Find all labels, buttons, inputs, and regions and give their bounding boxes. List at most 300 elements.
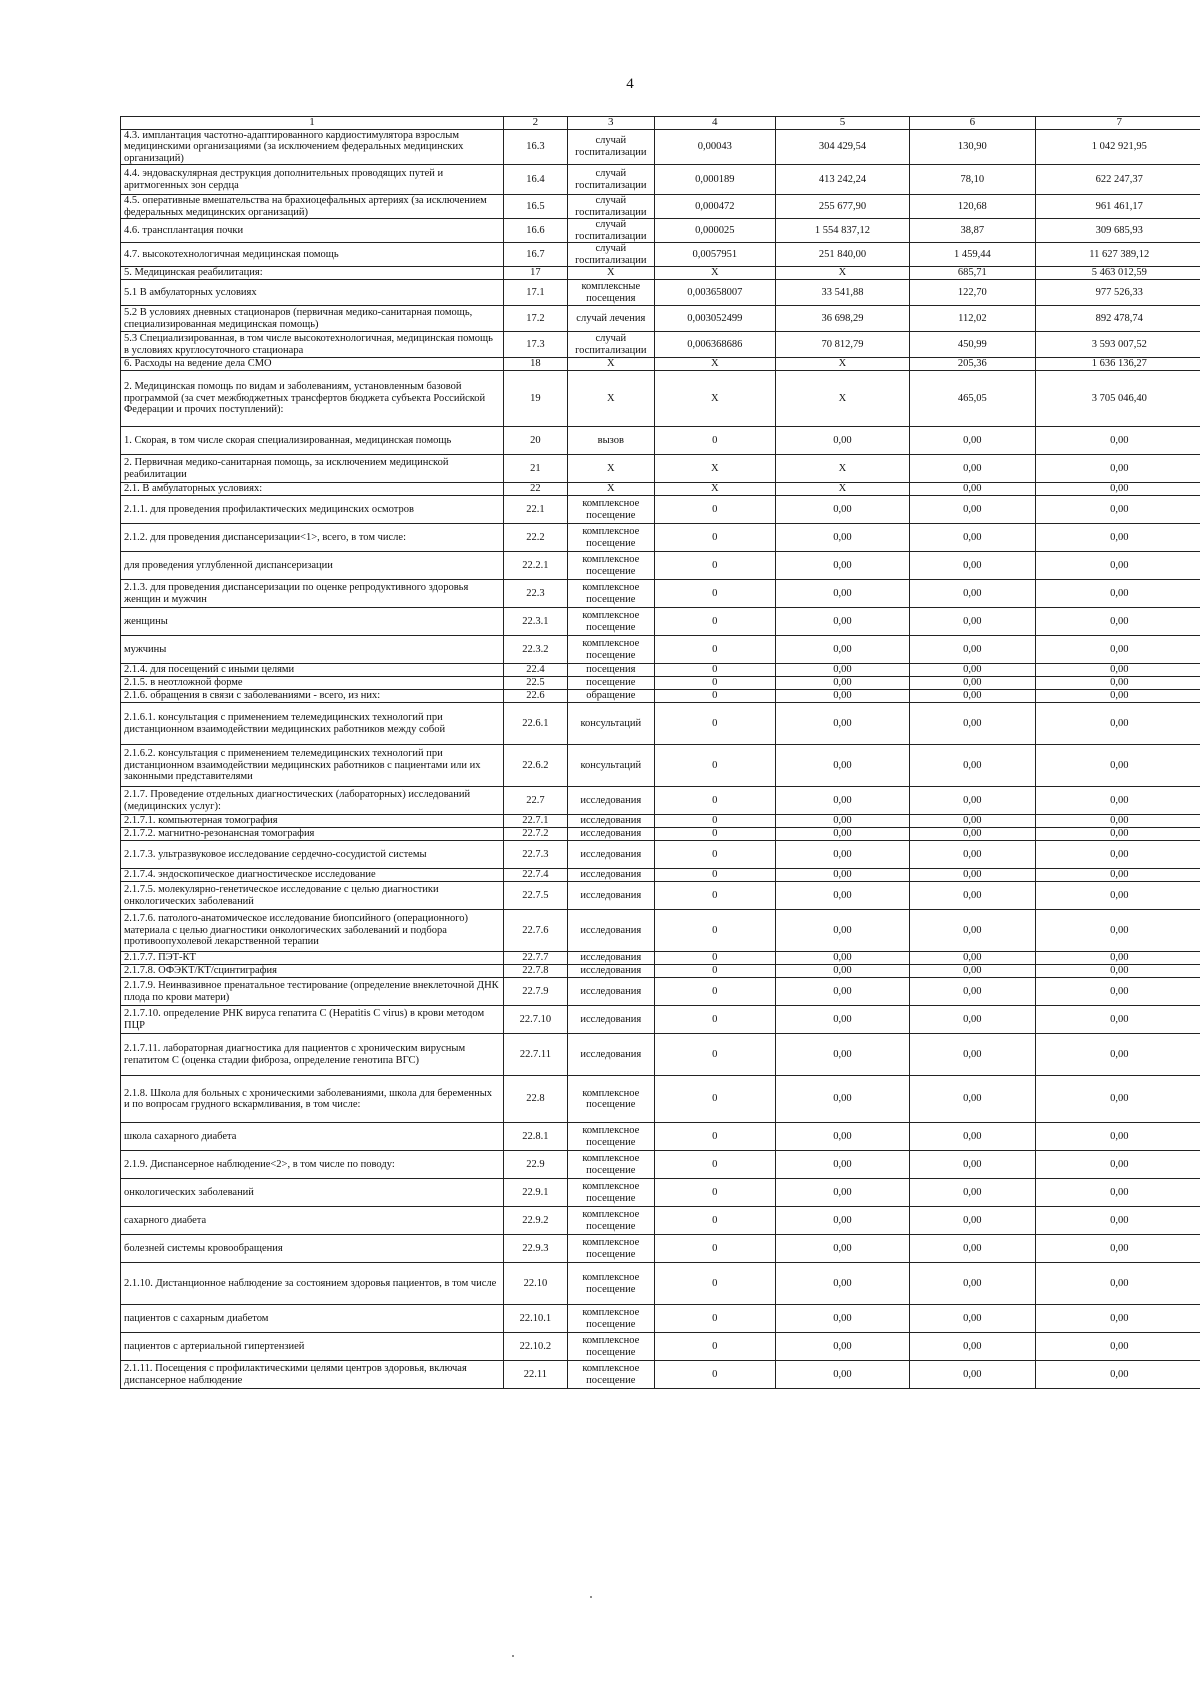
table-cell: 0,00 xyxy=(1035,952,1200,965)
table-cell: 5.1 В амбулаторных условиях xyxy=(121,280,504,306)
table-cell: 0,00 xyxy=(775,910,909,952)
table-row xyxy=(121,165,1200,195)
table-cell: случай госпитализации xyxy=(567,243,654,267)
column-header: 4 xyxy=(654,117,775,130)
table-cell: исследования xyxy=(567,978,654,1006)
data-table xyxy=(120,116,1200,1389)
table-cell: 0,00 xyxy=(1035,815,1200,828)
table-cell: посещения xyxy=(567,664,654,677)
table-cell: 0 xyxy=(654,1207,775,1235)
table-cell: пациентов с артериальной гипертензией xyxy=(121,1333,504,1361)
table-cell: 16.5 xyxy=(504,195,568,219)
table-cell: 38,87 xyxy=(910,219,1035,243)
table-cell: 22.7.3 xyxy=(504,841,568,869)
table-cell: 0,00 xyxy=(910,608,1035,636)
table-cell: 0,00 xyxy=(910,690,1035,703)
table-cell: 4.7. высокотехнологичная медицинская помощь xyxy=(121,243,504,267)
table-row xyxy=(121,358,1200,371)
table-cell: 17.1 xyxy=(504,280,568,306)
table-cell: 0 xyxy=(654,636,775,664)
table-cell: вызов xyxy=(567,427,654,455)
column-header: 7 xyxy=(1035,117,1200,130)
table-cell: 2.1.2. для проведения диспансеризации<1>, всего, в том числе: xyxy=(121,524,504,552)
table-row xyxy=(121,677,1200,690)
table-cell: 0 xyxy=(654,1179,775,1207)
table-cell: комплексное посещение xyxy=(567,1263,654,1305)
table-row xyxy=(121,580,1200,608)
table-cell: 22.9.2 xyxy=(504,1207,568,1235)
table-cell: 0,00 xyxy=(910,787,1035,815)
table-cell: 0 xyxy=(654,841,775,869)
table-cell: 0,00 xyxy=(775,869,909,882)
table-cell: Х xyxy=(567,455,654,483)
table-cell: 33 541,88 xyxy=(775,280,909,306)
table-cell: болезней системы кровообращения xyxy=(121,1235,504,1263)
table-cell: 36 698,29 xyxy=(775,306,909,332)
table-cell: 22.11 xyxy=(504,1361,568,1389)
table-cell: 1. Скорая, в том числе скорая специализированная, медицинская помощь xyxy=(121,427,504,455)
table-cell: 961 461,17 xyxy=(1035,195,1200,219)
table-row xyxy=(121,690,1200,703)
table-cell: 0,00 xyxy=(775,552,909,580)
table-cell: Х xyxy=(567,483,654,496)
table-cell: 6. Расходы на ведение дела СМО xyxy=(121,358,504,371)
table-cell: 0,00 xyxy=(775,952,909,965)
table-cell: 22.10 xyxy=(504,1263,568,1305)
table-cell: обращение xyxy=(567,690,654,703)
table-cell: 22.1 xyxy=(504,496,568,524)
table-cell: 0,00 xyxy=(910,552,1035,580)
table-cell: 0,00 xyxy=(1035,580,1200,608)
table-row xyxy=(121,1034,1200,1076)
table-row xyxy=(121,427,1200,455)
table-cell: исследования xyxy=(567,841,654,869)
table-cell: исследования xyxy=(567,910,654,952)
table-cell: 0,00 xyxy=(910,952,1035,965)
table-cell: 0 xyxy=(654,524,775,552)
table-cell: случай госпитализации xyxy=(567,195,654,219)
table-cell: 4.6. трансплантация почки xyxy=(121,219,504,243)
table-cell: 0,00 xyxy=(1035,552,1200,580)
table-cell: 5. Медицинская реабилитация: xyxy=(121,267,504,280)
table-row xyxy=(121,483,1200,496)
table-cell: 2.1.10. Дистанционное наблюдение за состоянием здоровья пациентов, в том числе xyxy=(121,1263,504,1305)
table-cell: 413 242,24 xyxy=(775,165,909,195)
table-row xyxy=(121,129,1200,165)
table-cell: 5.3 Специализированная, в том числе высокотехнологичная, медицинская помощь в условиях круглосуточного стационара xyxy=(121,332,504,358)
table-cell: 0,00 xyxy=(775,745,909,787)
table-cell: комплексное посещение xyxy=(567,1179,654,1207)
table-cell: 22.9.1 xyxy=(504,1179,568,1207)
table-cell: пациентов с сахарным диабетом xyxy=(121,1305,504,1333)
table-cell: 22.8.1 xyxy=(504,1123,568,1151)
table-cell: 2.1.7.1. компьютерная томография xyxy=(121,815,504,828)
table-row xyxy=(121,1361,1200,1389)
table-row xyxy=(121,1179,1200,1207)
table-cell: 22.6 xyxy=(504,690,568,703)
table-cell: 18 xyxy=(504,358,568,371)
table-cell: 1 042 921,95 xyxy=(1035,129,1200,165)
table-cell: 0,00 xyxy=(910,664,1035,677)
table-cell: 2.1.1. для проведения профилактических медицинских осмотров xyxy=(121,496,504,524)
table-cell: исследования xyxy=(567,1034,654,1076)
table-cell: 130,90 xyxy=(910,129,1035,165)
table-cell: 0,00 xyxy=(775,427,909,455)
table-cell: 22.8 xyxy=(504,1076,568,1123)
table-cell: 892 478,74 xyxy=(1035,306,1200,332)
table-cell: 0,00 xyxy=(1035,483,1200,496)
table-cell: 0,00 xyxy=(910,455,1035,483)
table-cell: 22.3.1 xyxy=(504,608,568,636)
table-cell: 0,00 xyxy=(775,1361,909,1389)
table-cell: 0 xyxy=(654,978,775,1006)
table-cell: 2.1.7.6. патолого-анатомическое исследование биопсийного (операционного) материала с целью диагностики онкологических заболеваний и подбора противоопухолевой лекарственной терапии xyxy=(121,910,504,952)
table-cell: 0,000472 xyxy=(654,195,775,219)
table-cell: 0,00 xyxy=(775,1235,909,1263)
table-cell: 0,00 xyxy=(1035,1123,1200,1151)
table-cell: 0,00 xyxy=(775,664,909,677)
page-number: 4 xyxy=(626,76,634,92)
table-cell: Х xyxy=(775,455,909,483)
table-cell: исследования xyxy=(567,869,654,882)
table-cell: 0 xyxy=(654,1151,775,1179)
table-cell: 0,00 xyxy=(775,1076,909,1123)
table-cell: исследования xyxy=(567,952,654,965)
table-row xyxy=(121,1076,1200,1123)
table-cell: 2.1.6.1. консультация с применением телемедицинских технологий при дистанционном взаимодействии медицинских работников между собой xyxy=(121,703,504,745)
table-cell: 0,00 xyxy=(910,910,1035,952)
table-cell: 0,00 xyxy=(910,745,1035,787)
table-cell: 0,00 xyxy=(1035,1076,1200,1123)
table-cell: 0,00 xyxy=(775,1333,909,1361)
table-cell: 0,00 xyxy=(1035,1235,1200,1263)
table-row xyxy=(121,952,1200,965)
table-row xyxy=(121,910,1200,952)
table-cell: 0,00 xyxy=(775,496,909,524)
table-cell: 0 xyxy=(654,552,775,580)
table-cell: Х xyxy=(567,267,654,280)
table-cell: 19 xyxy=(504,371,568,427)
table-cell: 22.7.6 xyxy=(504,910,568,952)
table-cell: 22.5 xyxy=(504,677,568,690)
table-cell: комплексное посещение xyxy=(567,1333,654,1361)
table-cell: 0,00 xyxy=(1035,978,1200,1006)
table-cell: 0,00 xyxy=(1035,882,1200,910)
table-cell: 0,00 xyxy=(910,828,1035,841)
table-cell: 0 xyxy=(654,828,775,841)
table-cell: 16.6 xyxy=(504,219,568,243)
table-cell: 2.1.7.2. магнитно-резонансная томография xyxy=(121,828,504,841)
scan-speck xyxy=(512,1655,514,1657)
table-cell: 0 xyxy=(654,1263,775,1305)
table-cell: 0,00 xyxy=(910,1076,1035,1123)
table-cell: 0,0057951 xyxy=(654,243,775,267)
table-cell: 0 xyxy=(654,427,775,455)
table-row xyxy=(121,219,1200,243)
table-row xyxy=(121,1123,1200,1151)
table-cell: 70 812,79 xyxy=(775,332,909,358)
table-row xyxy=(121,1151,1200,1179)
table-cell: 0,00 xyxy=(1035,1179,1200,1207)
table-cell: 251 840,00 xyxy=(775,243,909,267)
table-cell: 0 xyxy=(654,815,775,828)
table-cell: комплексное посещение xyxy=(567,608,654,636)
table-cell: 22.9 xyxy=(504,1151,568,1179)
table-cell: комплексные посещения xyxy=(567,280,654,306)
table-cell: 0,00 xyxy=(910,1123,1035,1151)
table-cell: 22.7.5 xyxy=(504,882,568,910)
table-cell: 0,000189 xyxy=(654,165,775,195)
table-cell: Х xyxy=(775,371,909,427)
table-cell: комплексное посещение xyxy=(567,580,654,608)
table-cell: 22.9.3 xyxy=(504,1235,568,1263)
table-cell: 22.7.9 xyxy=(504,978,568,1006)
table-cell: 5.2 В условиях дневных стационаров (первичная медико-санитарная помощь, специализированная медицинская помощь) xyxy=(121,306,504,332)
table-row xyxy=(121,1333,1200,1361)
table-row xyxy=(121,524,1200,552)
table-cell: мужчины xyxy=(121,636,504,664)
table-cell: 0,00 xyxy=(775,965,909,978)
table-cell: 0,00 xyxy=(1035,703,1200,745)
table-cell: 112,02 xyxy=(910,306,1035,332)
table-cell: 22.6.2 xyxy=(504,745,568,787)
table-cell: 16.3 xyxy=(504,129,568,165)
table-cell: исследования xyxy=(567,815,654,828)
table-cell: 22.7.4 xyxy=(504,869,568,882)
table-cell: 2.1.5. в неотложной форме xyxy=(121,677,504,690)
table-row xyxy=(121,455,1200,483)
table-cell: 0 xyxy=(654,677,775,690)
table-cell: 0,00 xyxy=(910,703,1035,745)
table-cell: 0,00 xyxy=(1035,965,1200,978)
table-cell: 0,00 xyxy=(775,608,909,636)
table-cell: 2.1.11. Посещения с профилактическими целями центров здоровья, включая диспансерное наблюдение xyxy=(121,1361,504,1389)
table-cell: 0,00 xyxy=(775,703,909,745)
table-cell: 5 463 012,59 xyxy=(1035,267,1200,280)
table-cell: 0,00 xyxy=(775,1263,909,1305)
table-cell: 685,71 xyxy=(910,267,1035,280)
table-cell: 22.10.1 xyxy=(504,1305,568,1333)
table-row xyxy=(121,280,1200,306)
table-cell: исследования xyxy=(567,828,654,841)
table-cell: 16.4 xyxy=(504,165,568,195)
table-cell: 0 xyxy=(654,1235,775,1263)
table-cell: 2.1. В амбулаторных условиях: xyxy=(121,483,504,496)
table-cell: 2.1.7.11. лабораторная диагностика для пациентов с хроническим вирусным гепатитом С (оценка стадии фиброза, определение генотипа ВГС) xyxy=(121,1034,504,1076)
table-cell: 2.1.7.8. ОФЭКТ/КТ/сцинтиграфия xyxy=(121,965,504,978)
column-header: 3 xyxy=(567,117,654,130)
table-cell: 2.1.4. для посещений с иными целями xyxy=(121,664,504,677)
header-row xyxy=(121,117,1200,130)
table-cell: 465,05 xyxy=(910,371,1035,427)
table-cell: 0 xyxy=(654,1123,775,1151)
table-cell: 22.2 xyxy=(504,524,568,552)
table-row xyxy=(121,306,1200,332)
table-cell: 22.6.1 xyxy=(504,703,568,745)
table-cell: Х xyxy=(654,371,775,427)
table-cell: 0 xyxy=(654,1305,775,1333)
table-cell: Х xyxy=(654,455,775,483)
table-cell: 0,00 xyxy=(910,524,1035,552)
table-cell: 0,00 xyxy=(775,690,909,703)
table-cell: женщины xyxy=(121,608,504,636)
table-cell: комплексное посещение xyxy=(567,636,654,664)
table-cell: Х xyxy=(654,267,775,280)
table-cell: 11 627 389,12 xyxy=(1035,243,1200,267)
table-cell: 0,00 xyxy=(910,841,1035,869)
table-cell: 20 xyxy=(504,427,568,455)
table-cell: случай госпитализации xyxy=(567,129,654,165)
table-cell: консультаций xyxy=(567,745,654,787)
table-cell: 2.1.7.4. эндоскопическое диагностическое исследование xyxy=(121,869,504,882)
table-cell: Х xyxy=(567,358,654,371)
table-cell: 0,003052499 xyxy=(654,306,775,332)
table-row xyxy=(121,1305,1200,1333)
table-cell: 0,00 xyxy=(1035,1263,1200,1305)
table-cell: 122,70 xyxy=(910,280,1035,306)
table-cell: 0,00 xyxy=(775,828,909,841)
table-cell: 0,00 xyxy=(1035,524,1200,552)
table-cell: 0,00 xyxy=(910,1006,1035,1034)
table-cell: 22.7.2 xyxy=(504,828,568,841)
table-row xyxy=(121,828,1200,841)
table-cell: случай лечения xyxy=(567,306,654,332)
table-cell: комплексное посещение xyxy=(567,1305,654,1333)
table-cell: 0,00 xyxy=(1035,1207,1200,1235)
table-cell: 0,00 xyxy=(910,1263,1035,1305)
table-cell: 0,00 xyxy=(775,636,909,664)
table-cell: 0,00 xyxy=(910,1305,1035,1333)
table-cell: 0,00 xyxy=(910,1179,1035,1207)
table-row xyxy=(121,745,1200,787)
table-cell: 0,00 xyxy=(910,1235,1035,1263)
table-cell: 0,00 xyxy=(775,787,909,815)
table-cell: комплексное посещение xyxy=(567,1235,654,1263)
table-cell: комплексное посещение xyxy=(567,1151,654,1179)
table-cell: 0,00 xyxy=(1035,1034,1200,1076)
table-cell: 4.3. имплантация частотно-адаптированного кардиостимулятора взрослым медицинскими организациями (за исключением федеральных медицинских организаций) xyxy=(121,129,504,165)
table-cell: 0,000025 xyxy=(654,219,775,243)
table-cell: исследования xyxy=(567,787,654,815)
table-cell: 0,00 xyxy=(1035,1361,1200,1389)
table-cell: 2.1.6.2. консультация с применением телемедицинских технологий при дистанционном взаимодействии медицинских работников с пациентами или их законными представителями xyxy=(121,745,504,787)
table-row xyxy=(121,1235,1200,1263)
table-cell: 0,00 xyxy=(1035,427,1200,455)
table-cell: 22.7.7 xyxy=(504,952,568,965)
table-cell: Х xyxy=(654,358,775,371)
table-cell: для проведения углубленной диспансеризации xyxy=(121,552,504,580)
table-cell: 0,00 xyxy=(910,882,1035,910)
table-cell: 17.2 xyxy=(504,306,568,332)
table-cell: 2.1.3. для проведения диспансеризации по оценке репродуктивного здоровья женщин и мужчин xyxy=(121,580,504,608)
table-cell: Х xyxy=(775,267,909,280)
table-cell: 0,00 xyxy=(1035,664,1200,677)
table-cell: 0,00 xyxy=(910,496,1035,524)
table-cell: 255 677,90 xyxy=(775,195,909,219)
table-cell: 22.7.8 xyxy=(504,965,568,978)
table-cell: 0,00 xyxy=(1035,1305,1200,1333)
table-cell: комплексное посещение xyxy=(567,1076,654,1123)
table-cell: 2.1.6. обращения в связи с заболеваниями - всего, из них: xyxy=(121,690,504,703)
table-cell: 0,00 xyxy=(775,841,909,869)
table-cell: 0 xyxy=(654,703,775,745)
table-row xyxy=(121,703,1200,745)
table-cell: 0 xyxy=(654,496,775,524)
table-cell: 0,00 xyxy=(1035,1151,1200,1179)
table-cell: 0 xyxy=(654,1361,775,1389)
table-cell: 22.7.10 xyxy=(504,1006,568,1034)
table-cell: 0,00 xyxy=(775,882,909,910)
table-cell: 622 247,37 xyxy=(1035,165,1200,195)
table-cell: 0 xyxy=(654,580,775,608)
table-row xyxy=(121,636,1200,664)
table-cell: 0 xyxy=(654,952,775,965)
table-cell: 22.7 xyxy=(504,787,568,815)
table-cell: 22.2.1 xyxy=(504,552,568,580)
table-cell: 2.1.7.5. молекулярно-генетическое исследование с целью диагностики онкологических заболеваний xyxy=(121,882,504,910)
table-cell: 22.4 xyxy=(504,664,568,677)
table-cell: 0,00 xyxy=(1035,869,1200,882)
table-cell: 0 xyxy=(654,882,775,910)
table-row xyxy=(121,841,1200,869)
table-cell: 0,00 xyxy=(1035,455,1200,483)
table-row xyxy=(121,243,1200,267)
table-cell: 0 xyxy=(654,1006,775,1034)
table-cell: 22.7.11 xyxy=(504,1034,568,1076)
table-cell: 0,003658007 xyxy=(654,280,775,306)
table-row xyxy=(121,332,1200,358)
table-cell: 0 xyxy=(654,664,775,677)
table-cell: 0,00 xyxy=(910,869,1035,882)
column-header: 2 xyxy=(504,117,568,130)
table-cell: 0,00 xyxy=(1035,636,1200,664)
table-row xyxy=(121,978,1200,1006)
table-row xyxy=(121,965,1200,978)
table-cell: 0,00 xyxy=(1035,1333,1200,1361)
table-cell: 0,00 xyxy=(910,427,1035,455)
table-cell: 17 xyxy=(504,267,568,280)
table-cell: 0,00043 xyxy=(654,129,775,165)
table-cell: 2.1.7.3. ультразвуковое исследование сердечно-сосудистой системы xyxy=(121,841,504,869)
table-cell: 0,00 xyxy=(775,815,909,828)
table-cell: 450,99 xyxy=(910,332,1035,358)
table-cell: 0,00 xyxy=(1035,677,1200,690)
table-cell: 22.7.1 xyxy=(504,815,568,828)
table-cell: 120,68 xyxy=(910,195,1035,219)
table-cell: школа сахарного диабета xyxy=(121,1123,504,1151)
table-row xyxy=(121,787,1200,815)
table-cell: 0 xyxy=(654,608,775,636)
table-cell: консультаций xyxy=(567,703,654,745)
table-cell: 0,00 xyxy=(775,1006,909,1034)
table-cell: 22.10.2 xyxy=(504,1333,568,1361)
table-cell: 0,00 xyxy=(1035,1006,1200,1034)
table-cell: 0,00 xyxy=(910,483,1035,496)
table-cell: 0,00 xyxy=(910,1361,1035,1389)
table-cell: 2.1.7.9. Неинвазивное пренатальное тестирование (определение внеклеточной ДНК плода по крови матери) xyxy=(121,978,504,1006)
table-cell: 1 459,44 xyxy=(910,243,1035,267)
table-cell: случай госпитализации xyxy=(567,165,654,195)
table-cell: 4.5. оперативные вмешательства на брахиоцефальных артериях (за исключением федеральных медицинских организаций) xyxy=(121,195,504,219)
table-row xyxy=(121,195,1200,219)
table-row xyxy=(121,552,1200,580)
table-cell: случай госпитализации xyxy=(567,332,654,358)
table-cell: 0 xyxy=(654,910,775,952)
table-cell: 309 685,93 xyxy=(1035,219,1200,243)
table-cell: Х xyxy=(567,371,654,427)
table-cell: 0,00 xyxy=(1035,496,1200,524)
scan-speck xyxy=(590,1596,592,1598)
